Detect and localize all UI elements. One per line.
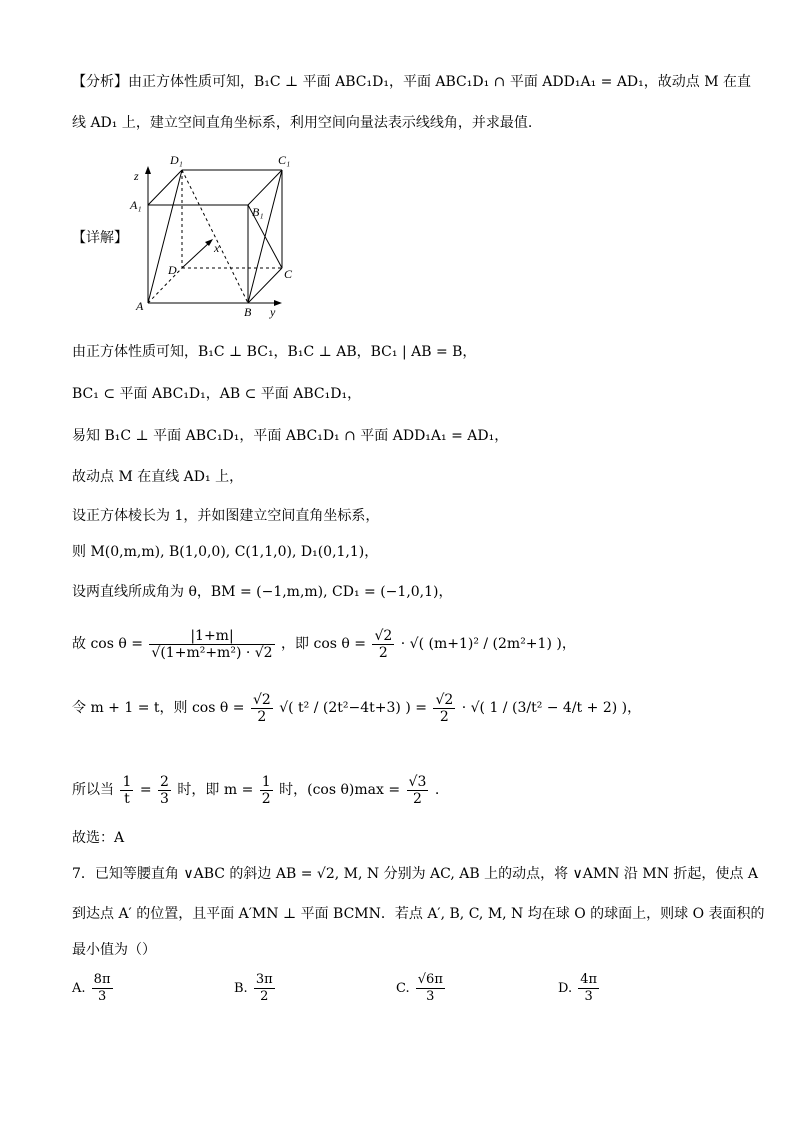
sub-fraction-2 (433, 692, 455, 725)
option-a-den: 3 (97, 989, 107, 1004)
label-A1: A₁ (130, 198, 142, 212)
question-line-3: 最小值为（） (72, 942, 156, 958)
option-d-den: 3 (584, 989, 593, 1004)
edge-BC (248, 268, 282, 303)
edge-B1C1 (248, 170, 282, 205)
frac-one-over-t (120, 774, 133, 807)
cube-figure (120, 150, 300, 320)
conclusion-mid-2: 时，(cos θ)max = (279, 782, 401, 798)
option-a[interactable] (72, 972, 115, 1005)
label-C1: C₁ (278, 153, 291, 167)
conclusion-mid: 时，即 m = (177, 782, 254, 798)
solution-line-9 (72, 688, 641, 728)
option-b[interactable] (234, 972, 277, 1005)
solution-line-8 (72, 624, 576, 664)
solution-line-2: BC₁ ⊂ 平面 ABC₁D₁，AB ⊂ 平面 ABC₁D₁， (72, 386, 362, 402)
option-a-label: A. (72, 981, 86, 996)
sub-fraction-2-num: √2 (435, 691, 454, 708)
label-B: B (244, 305, 252, 319)
substitution-prefix: 令 m + 1 = t，则 cos θ = (72, 700, 245, 716)
sub-fraction-1 (251, 692, 273, 725)
question-line-2: 到达点 A′ 的位置，且平面 A′MN ⊥ 平面 BCMN．若点 A′, B, C, M, N 均在球 O 的球面上，则球 O 表面积的 (72, 906, 765, 922)
option-c-fraction (416, 972, 445, 1005)
frac-one-half-num: 1 (261, 773, 271, 790)
analysis-tag: 【分析】 (72, 74, 128, 90)
label-y: y (270, 305, 276, 319)
axis-z-arrow (145, 166, 151, 174)
frac-two-thirds-den: 3 (160, 790, 169, 807)
frac-sqrt3-num: √3 (408, 773, 427, 790)
solution-line-1: 由正方体性质可知，B₁C ⊥ BC₁，B₁C ⊥ AB，BC₁ | AB = B， (72, 344, 477, 360)
analysis-line-1 (72, 72, 751, 92)
frac-two-thirds-num: 2 (160, 773, 169, 790)
option-c-num: √6π (417, 972, 443, 987)
axis-x (182, 242, 210, 268)
sqrt2-numerator: √2 (374, 627, 393, 644)
substitution-end: · √( 1 / (3/t² − 4/t + 2) )， (461, 700, 642, 716)
cos-fraction-denominator: √(1+m²+m²) · √2 (151, 644, 273, 661)
solution-line-6: 则 M(0,m,m), B(1,0,0), C(1,1,0), D₁(0,1,1)， (72, 544, 379, 560)
frac-one-over-t-den: t (124, 790, 130, 807)
label-C: C (284, 267, 293, 281)
sqrt2-over-2-fraction (372, 628, 394, 661)
cos-fraction-numerator: |1+m| (149, 628, 274, 645)
conclusion-eq: = (139, 782, 152, 798)
frac-sqrt3-over-2 (407, 774, 429, 807)
solution-line-4: 故动点 M 在直线 AD₁ 上， (72, 469, 244, 485)
two-denominator: 2 (378, 644, 388, 661)
option-b-label: B. (234, 981, 248, 996)
edge-A1D1 (148, 170, 182, 205)
analysis-line-2: 线 AD₁ 上，建立空间直角坐标系，利用空间向量法表示线线角，并求最值. (72, 115, 533, 131)
sub-fraction-1-den: 2 (257, 708, 267, 725)
edge-AD (148, 268, 182, 303)
conclusion-prefix: 所以当 (72, 782, 114, 798)
solution-line-5: 设正方体棱长为 1，并如图建立空间直角坐标系， (72, 508, 380, 524)
sub-fraction-1-num: √2 (252, 691, 271, 708)
label-z: z (134, 169, 139, 183)
question-line-1: 7．已知等腰直角 ∨ABC 的斜边 AB = √2, M, N 分别为 AC, AB 上的动点，将 ∨AMN 沿 MN 折起，使点 A (72, 866, 758, 882)
label-x: x (214, 241, 220, 255)
cos-formula-prefix: 故 cos θ = (72, 636, 143, 652)
cos-formula-mid: ，即 cos θ = (281, 636, 367, 652)
option-d-fraction (578, 972, 599, 1005)
option-d[interactable] (558, 972, 601, 1005)
solution-line-3: 易知 B₁C ⊥ 平面 ABC₁D₁，平面 ABC₁D₁ ∩ 平面 ADD₁A₁ = AD₁， (72, 428, 509, 444)
solution-line-10 (72, 770, 439, 810)
label-D: D (168, 263, 177, 277)
substitution-mid: √( t² / (2t²−4t+3) ) = (279, 700, 427, 716)
sub-fraction-2-den: 2 (439, 708, 449, 725)
option-b-den: 2 (260, 989, 269, 1004)
option-c-den: 3 (426, 989, 435, 1004)
frac-two-thirds (158, 774, 171, 807)
option-b-fraction (254, 972, 275, 1005)
answer-line: 故选：A (72, 830, 125, 846)
frac-one-half-den: 2 (261, 790, 271, 807)
option-d-label: D. (558, 981, 573, 996)
edge-D1B (182, 170, 248, 303)
solution-line-7: 设两直线所成角为 θ，BM = (−1,m,m), CD₁ = (−1,0,1)， (72, 584, 453, 600)
frac-sqrt3-den: 2 (413, 790, 422, 807)
option-c[interactable] (396, 972, 447, 1005)
cos-formula-sqrt: · √( (m+1)² / (2m²+1) )， (400, 636, 576, 652)
cos-fraction (149, 628, 274, 661)
option-a-fraction (92, 972, 113, 1005)
option-a-num: 8π (93, 972, 111, 987)
option-b-num: 3π (255, 972, 273, 987)
label-A: A (136, 299, 144, 313)
frac-one-half (260, 774, 273, 807)
label-B1: B₁ (252, 205, 264, 219)
option-c-label: C. (396, 981, 410, 996)
option-d-num: 4π (580, 972, 598, 987)
analysis-text-1: 由正方体性质可知，B₁C ⊥ 平面 ABC₁D₁，平面 ABC₁D₁ ∩ 平面 ADD₁A₁ = AD₁，故动点 M 在直 (128, 74, 752, 90)
conclusion-end: . (434, 782, 440, 798)
detail-tag: 【详解】 (72, 230, 128, 246)
label-D1: D₁ (170, 153, 183, 167)
frac-one-over-t-num: 1 (122, 773, 132, 790)
edge-AD1 (148, 170, 182, 303)
